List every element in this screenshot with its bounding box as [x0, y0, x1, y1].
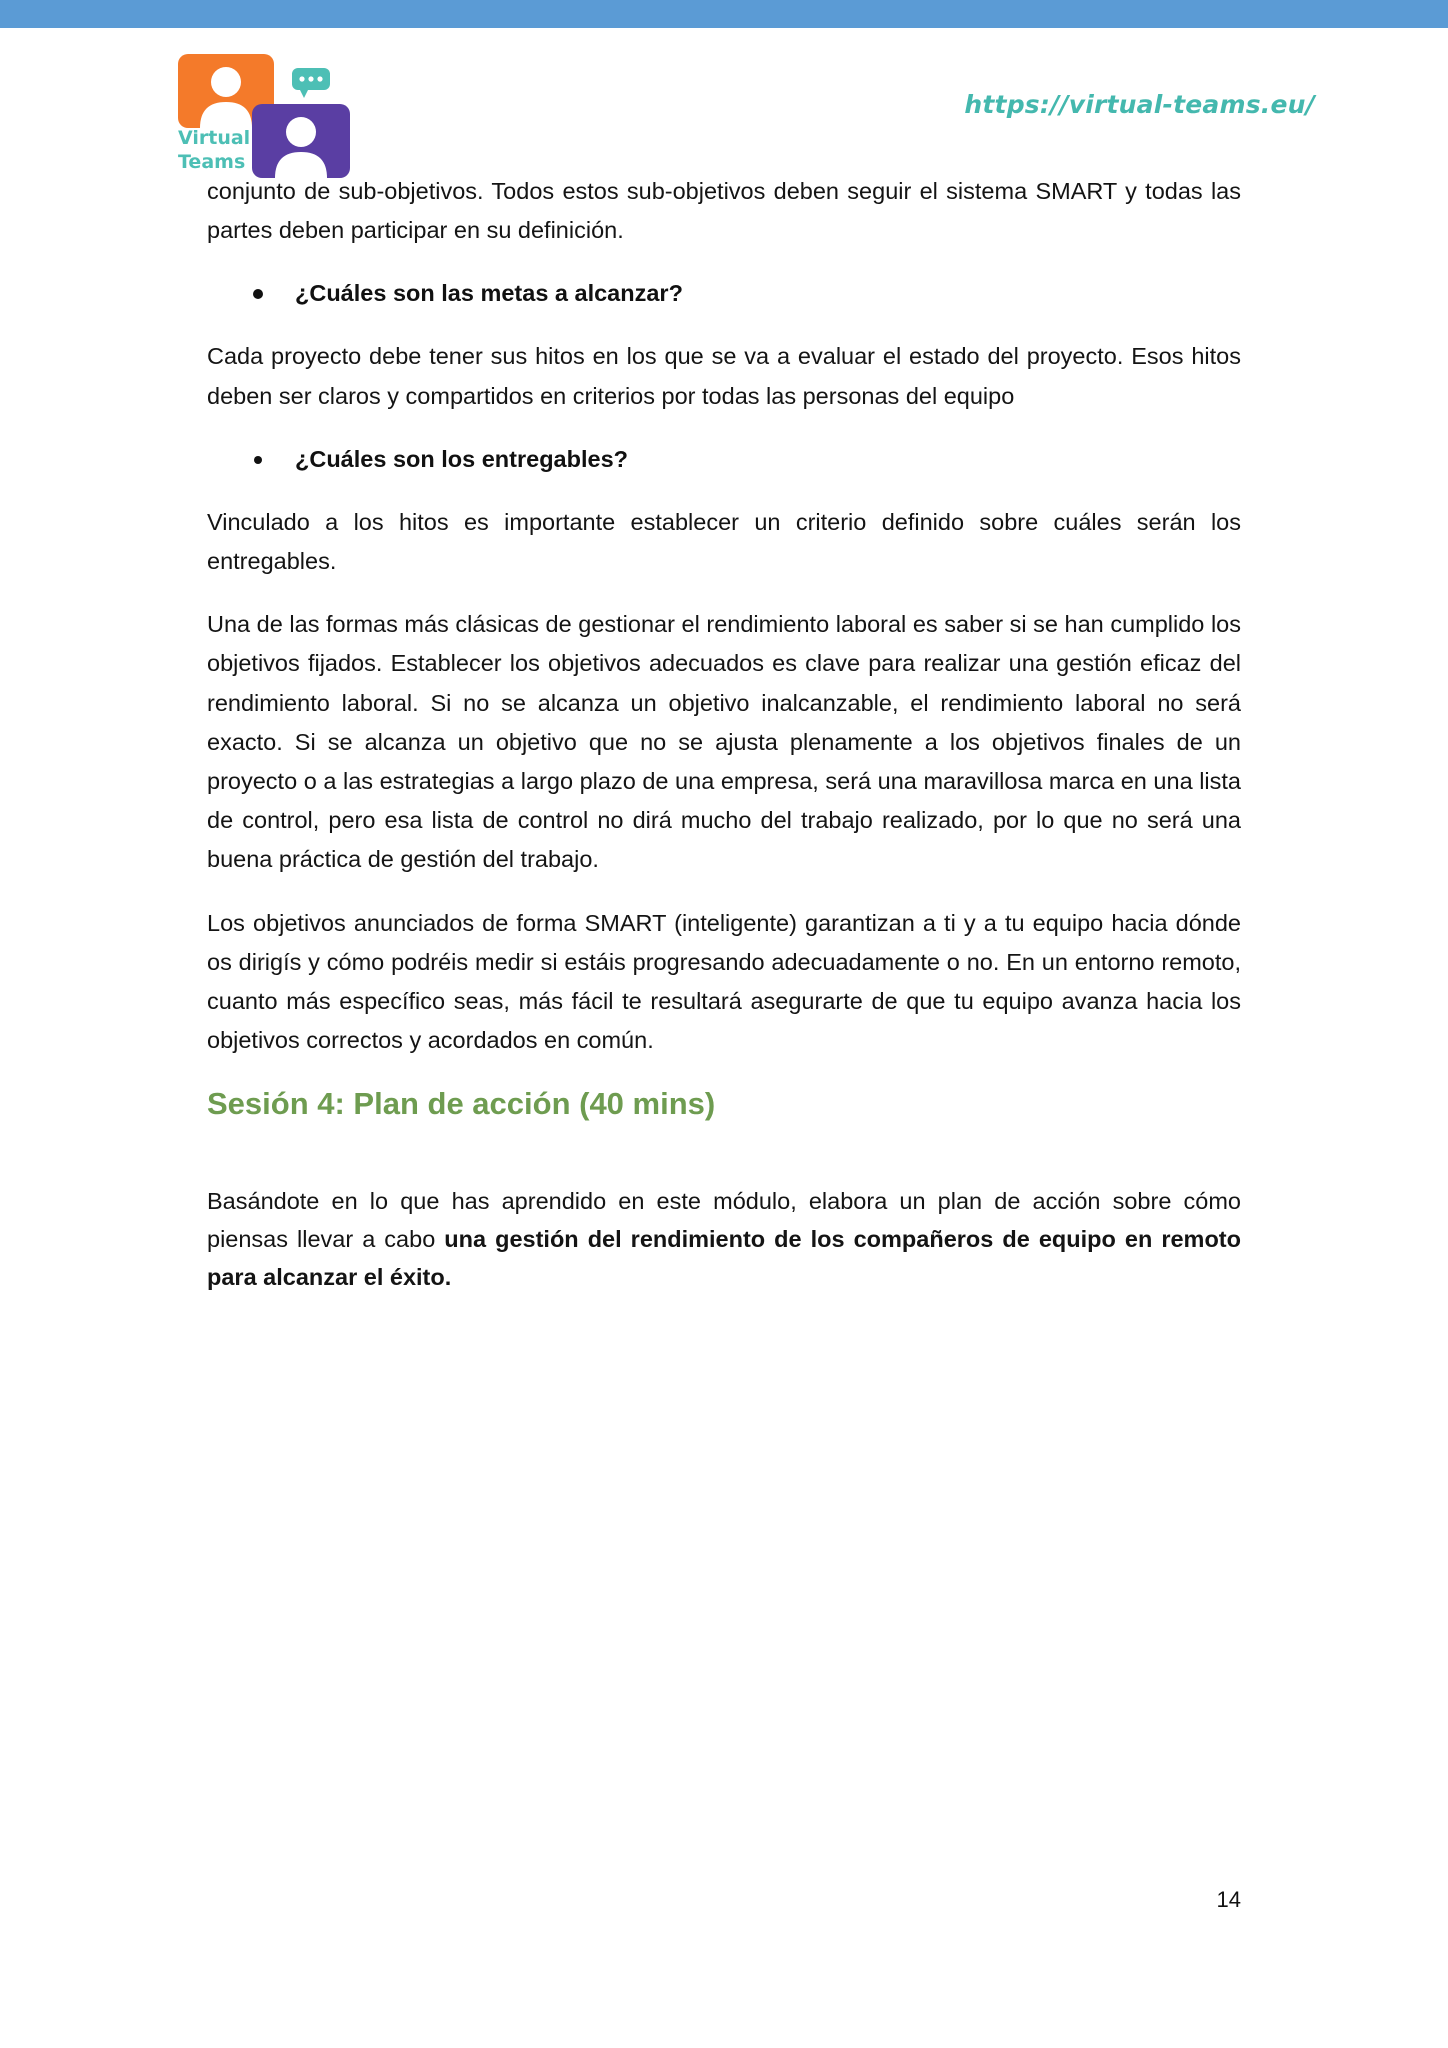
page-number: 14	[1216, 1887, 1241, 1912]
bullet-dot-icon	[254, 456, 262, 464]
virtual-teams-logo	[176, 52, 352, 180]
bullet-goals-text: ¿Cuáles son las metas a alcanzar?	[295, 280, 683, 307]
bullet-deliverables	[207, 440, 1241, 479]
bullet-deliverables-text: ¿Cuáles son los entregables?	[295, 445, 629, 472]
logo-text-teams: Teams	[178, 151, 246, 173]
bullet-dot-icon	[253, 289, 263, 299]
logo-text-virtual: Virtual	[178, 127, 251, 149]
paragraph-sub-objectives: conjunto de sub-objetivos. Todos estos sub-objetivos deben seguir el sistema SMART y todas las partes deben participar en su definición.	[207, 178, 1241, 244]
paragraph-performance: Una de las formas más clásicas de gestionar el rendimiento laboral es saber si se han cumplido los objetivos fijados. Establecer los objetivos adecuados es clave para realizar una gestión eficaz del rendimiento laboral. Si no se alcanza un objetivo inalcanzable, el rendimiento laboral no será exacto. Si se alcanza un objetivo que no se ajusta plenamente a los objetivos finales de un proyecto o a las estrategias a largo plazo de una empresa, será una maravillosa marca en una lista de control, pero esa lista de control no dirá mucho del trabajo realizado, por lo que no será una buena práctica de gestión del trabajo.	[207, 611, 1241, 873]
paragraph-deliverables: Vinculado a los hitos es importante establecer un criterio definido sobre cuáles serán los entregables.	[207, 508, 1241, 575]
bullet-goals	[207, 274, 1241, 313]
action-plan-text: Basándote en lo que has aprendido en este módulo, elabora un plan de acción sobre cómo piensas llevar a cabo	[207, 1188, 1241, 1253]
top-color-bar	[0, 0, 1448, 28]
section-heading-session-4: Sesión 4: Plan de acción (40 mins)	[207, 1086, 716, 1122]
action-plan-bold-text: una gestión del rendimiento de los compañeros de equipo en remoto para alcanzar el éxito.	[207, 1226, 1241, 1291]
site-url-link[interactable]: https://virtual-teams.eu/	[964, 90, 1315, 119]
paragraph-action-plan	[207, 1182, 1241, 1296]
paragraph-smart-goals: Los objetivos anunciados de forma SMART (inteligente) garantizan a ti y a tu equipo hacia dónde os dirigís y cómo podréis medir si estáis progresando adecuadamente o no. En un entorno remoto, cuanto más específico seas, más fácil te resultará asegurarte de que tu equipo avanza hacia los objetivos correctos y acordados en común.	[207, 909, 1241, 1054]
document-body	[207, 172, 1241, 1320]
paragraph-milestones: Cada proyecto debe tener sus hitos en los que se va a evaluar el estado del proyecto. Esos hitos deben ser claros y compartidos en criterios por todas las personas del equipo	[207, 343, 1241, 409]
